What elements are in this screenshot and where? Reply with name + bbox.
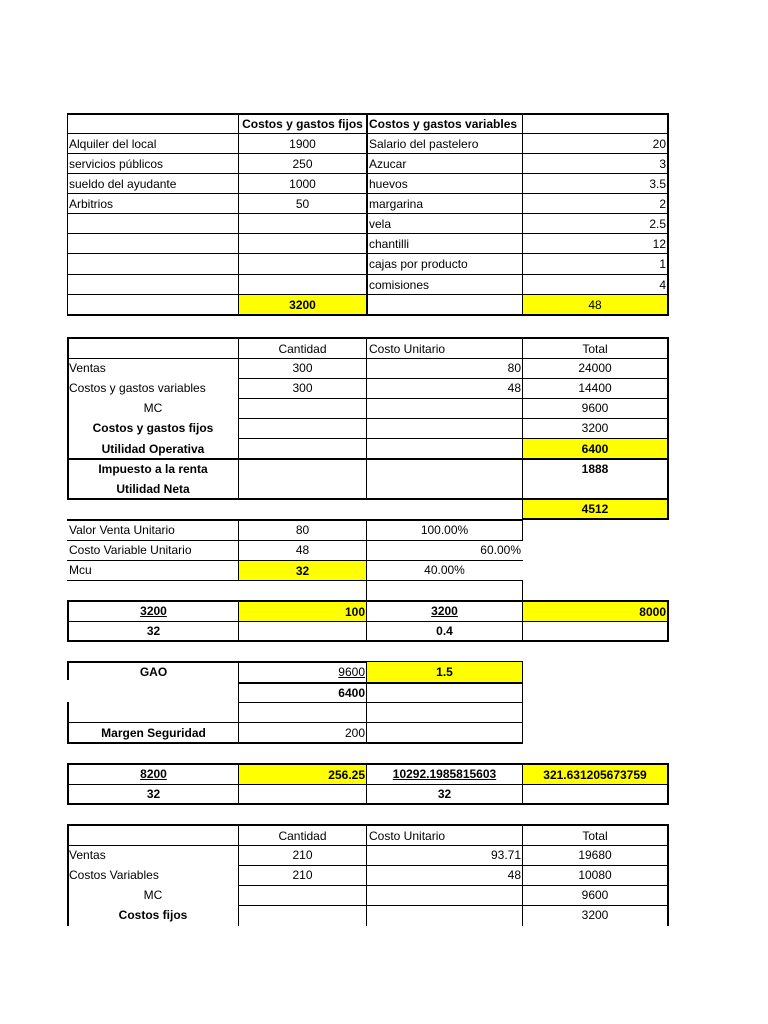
sales-unit-cost-2: 93.71 [490,848,521,862]
income-tax-label: Impuesto a la renta [98,462,208,476]
variable-cost-label: comisiones [369,278,430,292]
operating-profit-label: Utilidad Operativa [101,442,205,456]
variable-cost-label: Salario del pastelero [369,137,479,151]
header-unit-cost-2: Costo Unitario [369,829,446,843]
unit-variable-cost-percent: 60.00% [480,543,521,557]
variable-cost-label: vela [369,217,392,231]
variable-cost-label: chantilli [369,237,410,251]
break-even-sales-numerator: 3200 [431,604,458,618]
variable-cost-value: 12 [652,237,666,251]
gao-numerator: 9600 [338,665,365,679]
target-second-numerator: 10292.1985815603 [392,767,497,781]
fixed-costs-label: Costos y gastos fijos [92,421,214,435]
gao-denominator: 6400 [338,686,365,700]
fixed-cost-value: 50 [295,197,310,211]
fixed-costs-label-2: Costos fijos [118,908,188,922]
target-denominator: 32 [146,787,161,801]
variable-cost-value: 20 [652,137,666,151]
variable-cost-value: 3 [659,157,666,171]
net-profit-label: Utilidad Neta [116,482,190,496]
variable-costs-total: 14400 [578,381,612,395]
total-fixed-costs: 3200 [239,295,366,314]
break-even-sales-denominator: 0.4 [436,624,453,638]
variable-cost-label: Azucar [369,157,407,171]
sales-total-2: 19680 [578,848,612,862]
net-profit-total: 4512 [523,500,667,518]
sales-label: Ventas [69,361,106,375]
safety-margin-value: 200 [344,726,365,740]
fixed-costs-total-2: 3200 [581,908,609,922]
income-tax-total: 1888 [581,462,609,476]
variable-costs-unit-cost-2: 48 [507,868,521,882]
unit-variable-cost-value: 48 [295,543,310,557]
header-unit-cost: Costo Unitario [369,342,446,356]
variable-cost-value: 4 [659,278,666,292]
mc-total: 9600 [581,401,609,415]
fixed-cost-label: servicios públicos [69,157,164,171]
sales-quantity: 300 [292,361,313,375]
variable-cost-label: cajas por producto [369,257,468,271]
unit-sale-value: 80 [295,523,310,537]
break-even-numerator: 3200 [140,604,167,618]
variable-costs-unit-cost: 48 [507,381,521,395]
fixed-cost-label: sueldo del ayudante [69,177,177,191]
fixed-cost-value: 1900 [289,137,316,151]
target-second-result: 321.631205673759 [523,765,667,784]
break-even-sales: 8000 [523,602,667,621]
header-fixed-costs: Costos y gastos fijos [242,117,363,131]
fixed-cost-label: Arbitrios [69,197,114,211]
break-even-units: 100 [239,602,366,621]
operating-profit-total: 6400 [523,439,667,458]
mcu-value: 32 [239,561,366,580]
unit-sale-label: Valor Venta Unitario [69,523,175,537]
mc-total-2: 9600 [581,888,609,902]
gao-label: GAO [139,665,168,679]
variable-cost-value: 1 [659,257,666,271]
fixed-cost-value: 1000 [289,177,316,191]
sales-unit-cost: 80 [507,361,521,375]
variable-costs-label-2: Costos Variables [69,868,159,882]
safety-margin-label: Margen Seguridad [101,726,206,740]
variable-cost-value: 3.5 [649,177,666,191]
mc-label: MC [143,401,163,415]
sales-quantity-2: 210 [292,848,313,862]
target-numerator: 8200 [140,767,167,781]
header-variable-costs: Costos y gastos variables [369,117,518,131]
mc-label-2: MC [143,888,163,902]
sales-total: 24000 [578,361,612,375]
header-total-2: Total [582,829,608,843]
mcu-label: Mcu [69,563,92,577]
gao-result: 1.5 [367,662,522,682]
mcu-percent: 40.00% [424,563,465,577]
unit-sale-percent: 100.00% [420,523,469,537]
total-variable-costs: 48 [523,295,667,314]
fixed-cost-value: 250 [292,157,313,171]
break-even-denominator: 32 [146,624,161,638]
variable-costs-total-2: 10080 [578,868,612,882]
header-total: Total [582,342,608,356]
fixed-cost-label: Alquiler del local [69,137,157,151]
unit-variable-cost-label: Costo Variable Unitario [69,543,192,557]
header-quantity: Cantidad [278,342,327,356]
variable-cost-label: huevos [369,177,408,191]
variable-cost-value: 2 [659,197,666,211]
variable-costs-quantity: 300 [292,381,313,395]
variable-costs-label: Costos y gastos variables [69,381,206,395]
variable-cost-value: 2.5 [649,217,666,231]
header-quantity-2: Cantidad [278,829,327,843]
variable-cost-label: margarina [369,197,424,211]
target-second-denominator: 32 [437,787,452,801]
fixed-costs-total: 3200 [581,421,609,435]
sales-label-2: Ventas [69,848,106,862]
variable-costs-quantity-2: 210 [292,868,313,882]
target-units: 256.25 [239,765,366,784]
